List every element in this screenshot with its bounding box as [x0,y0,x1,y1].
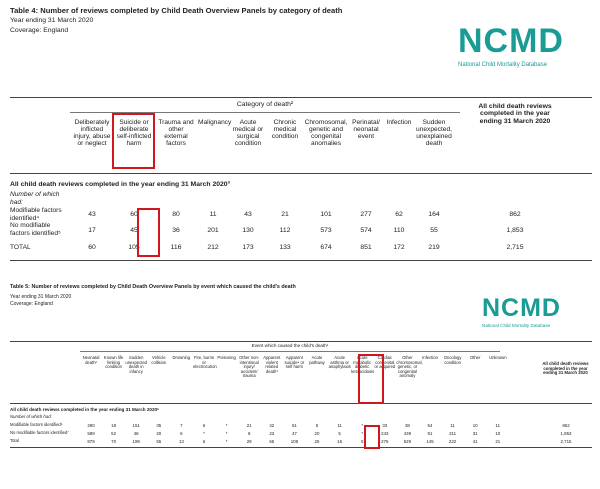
table-4-total-cell: 1,853 [506,227,524,234]
table-4-total-cell: 2,715 [506,244,524,251]
table-4-cell: 101 [320,211,332,218]
table-5-title: Table 5: Number of reviews completed by Child Death Overview Panels by event which caused the child's death [10,284,296,290]
table-5-cell: * [361,431,364,436]
table-4-coverage: Coverage: England [10,27,69,34]
table-5-number-label: Number of which had: [10,414,52,419]
table-5-year: Year ending 31 March 2020 [10,294,72,300]
table-5-cell: 6 [202,423,206,428]
table-5-col-header: Acute metabolic diabetic ketoacidosis [351,355,375,374]
table-4-cell: 17 [88,227,96,234]
highlight-apparent-suicide-values [364,425,380,449]
table-5-cell: * [225,439,228,444]
table-5-total-cell: 1,853 [560,431,572,436]
table-4-cell: 60 [130,211,138,218]
highlight-suicide-values [137,208,160,257]
table-5-cell: 222 [448,439,457,444]
table-5-cell: 55 [156,439,162,444]
table-5-cell: 70 [111,439,117,444]
table-5-cell: 5 [360,439,364,444]
table-4-header-rule [10,173,592,174]
table-5-cell: 439 [403,431,412,436]
table-4-cell: 112 [279,227,291,234]
table-4-col-header: Infection [386,119,412,126]
event-header: Event which caused the child's death¹ [251,343,329,348]
table-5-section-label: All child death reviews completed in the year ending 31 March 2020⁵ [10,407,160,412]
table-5-total-cell: 862 [562,423,570,428]
table-5-cell: 25 [314,439,320,444]
table-5-row-label: No modifiable factors identified⁷ [10,430,69,435]
ncmd-logo-small: NCMD [482,294,561,322]
table-5-col-header: Drowning [172,355,191,360]
table-5-cell: 33 [382,423,388,428]
table-5-cell: 108 [290,439,299,444]
table-4-cell: 851 [360,244,372,251]
table-4-top-rule [10,97,592,98]
table-5-col-header: Infection [422,355,438,360]
table-5-col-header: Apparent suicide⁴ or self harm [284,355,305,370]
table-5-cell: 211 [449,431,457,436]
table-4-cell: 105 [128,244,140,251]
table-4-col-header: Sudden unexpected, unexplained death [416,119,452,148]
table-5-cell: 290 [87,423,95,428]
highlight-apparent-suicide-header [358,354,384,404]
table-5-cell: 199 [132,439,140,444]
table-5-row-label: Total [10,438,19,443]
table-4-cell: 43 [88,211,96,218]
table-4-year: Year ending 31 March 2020 [10,17,94,24]
table-5-cell: 21 [246,423,252,428]
table-5-col-header: Sudden unexpected death in infancy [125,355,148,374]
table-4-cell: 277 [360,211,372,218]
table-5-cell: 61 [291,423,297,428]
table-5-cell: 20 [156,431,162,436]
table-5-cell: 41 [472,439,478,444]
highlight-suicide-header [112,113,155,169]
table-5-cell: 38 [404,423,410,428]
table-5-cell: * [225,423,228,428]
table-5-cell: 5 [338,431,341,436]
table-4-col-header: Deliberately inflicted injury, abuse or neglect [73,119,111,148]
table-5-cell: 52 [111,431,117,436]
table-5-col-header: Apparent violent related death³ [263,355,281,374]
table-5-cell: 589 [87,431,95,436]
table-5-cell: 6 [180,431,183,436]
table-5-cell: 47 [291,431,297,436]
table-4-cell: 172 [393,244,405,251]
ncmd-logo-subtitle: National Child Mortality Database [458,62,548,68]
table-5-col-header: Oncology condition [443,355,462,365]
table-4-cell: 80 [172,211,180,218]
table-5-cell: 7 [180,423,183,428]
table-5-cell: * [225,431,228,436]
table-5-cell: 91 [427,431,433,436]
table-5-col-header: Acute asthma or anaphylaxis [328,355,351,370]
table-4-cell: 55 [430,227,438,234]
table-5-col-header: Cardiac congenital or acquired [374,355,396,370]
table-5-col-header: Unknown [489,355,507,360]
table-4-cell: 110 [393,227,405,234]
table-5-cell: 65 [269,439,275,444]
table-4-cell: 43 [244,211,252,218]
table-4-row-label: TOTAL [10,244,31,251]
table-4-cell: 574 [360,227,372,234]
ncmd-logo: NCMD [458,22,564,60]
table-5-cell: 18 [111,423,117,428]
table-5-cell: 10 [495,431,501,436]
table-5-cell: 243 [381,431,389,436]
table-4-total-header: All child death reviews completed in the year ending 31 March 2020 [478,103,552,125]
table-5-cell: 21 [495,439,501,444]
table-5-cell: 276 [381,439,389,444]
table-5-cell: 145 [426,439,434,444]
table-5-cell: 31 [472,431,478,436]
table-5-cell: 151 [132,423,140,428]
table-5-bottom-rule [10,447,592,448]
table-4-cell: 133 [279,244,291,251]
table-4-cell: 21 [281,211,289,218]
table-5-cell: 11 [337,423,342,428]
table-4-col-header: Malignancy [198,119,232,126]
table-4-cell: 116 [170,244,182,251]
table-4-col-header: Suicide or deliberate self-inflicted harm [116,119,152,148]
table-4-cell: 674 [320,244,332,251]
table-5-cell: 11 [495,423,501,428]
table-4-cell: 130 [242,227,254,234]
table-5-col-header: Neonatal death² [82,355,100,365]
table-5-cell: 529 [403,439,412,444]
table-5-col-header: Fire, burns or electrocution [193,355,217,370]
table-5-cell: 5 [315,423,319,428]
table-4-row-label: No modifiable factors identified⁵ [10,222,61,237]
table-5-cell: 20 [314,431,320,436]
table-4-section-label: All child death reviews completed in the year ending 31 March 2020³ [10,181,230,188]
table-4-row-label: Modifiable factors identified⁴ [10,207,62,222]
table-5-cell: 54 [427,423,433,428]
table-4-col-header: Chromosomal, genetic and congenital anomalies [304,119,348,148]
table-5-cell: * [361,423,364,428]
table-5-cell: 42 [269,423,275,428]
table-5-cell: 879 [87,439,95,444]
table-5-col-header: Vehicle collision [151,355,167,365]
table-5-cell: 11 [450,423,455,428]
table-4-cell: 60 [88,244,96,251]
table-4-cell: 219 [428,244,440,251]
table-5-cell: 29 [246,439,252,444]
table-4-cell: 11 [209,211,217,218]
event-header-rule [80,351,500,352]
table-4-cell: 212 [207,244,219,251]
table-5-coverage: Coverage: England [10,301,53,307]
table-5-cell: 6 [202,439,206,444]
table-4-col-header: Trauma and other external factors [158,119,194,148]
table-5-col-header: Poisoning [217,355,236,360]
table-5-cell: 35 [156,423,162,428]
table-5-cell: 16 [337,439,343,444]
table-4-cell: 173 [242,244,254,251]
table-5-cell: 8 [247,431,251,436]
table-5-total-cell: 2,715 [560,439,572,444]
table-5-cell: 23 [269,431,275,436]
table-4-cell: 45 [130,227,138,234]
table-4-col-header: Chronic medical condition [271,119,299,141]
table-5-col-header: Acute pathway [309,355,325,365]
table-4-cell: 164 [428,211,440,218]
table-5-cell: 48 [133,431,139,436]
table-5-row-label: Modifiable factors identified⁶ [10,422,63,427]
table-5-section [0,284,600,489]
table-4-cell: 62 [395,211,403,218]
table-4-title: Table 4: Number of reviews completed by Child Death Overview Panels by category of death [10,6,343,15]
ncmd-logo-small-subtitle: National Child Mortality Database [482,323,551,328]
table-5-col-header: Other non-intentional injury/ accident/ trauma [239,355,260,379]
table-5-cell: 10 [472,423,478,428]
category-header: Category of death² [236,101,294,108]
table-5-cell: 13 [178,439,184,444]
table-5-col-header: Other [469,355,481,360]
table-4-col-header: Acute medical or surgical condition [232,119,264,148]
table-5-total-header: All child death reviews completed in the year ending 31 March 2020 [542,361,589,376]
table-5-col-header: Other chromosomal, genetic, or congenital anomaly [396,355,423,379]
table-5-header-rule [10,403,592,404]
table-4-col-header: Perinatal/ neonatal event [352,119,380,141]
table-4-cell: 573 [320,227,332,234]
table-5-col-header: Known life limiting condition [103,355,124,370]
table-4-number-label: Number of which had: [10,191,60,206]
table-4-cell: 201 [207,227,219,234]
table-4-total-cell: 862 [509,211,521,218]
table-4-cell: 36 [172,227,180,234]
table-4-bottom-rule [10,260,592,261]
table-5-cell: * [203,431,205,436]
table-5-top-rule [10,341,592,342]
